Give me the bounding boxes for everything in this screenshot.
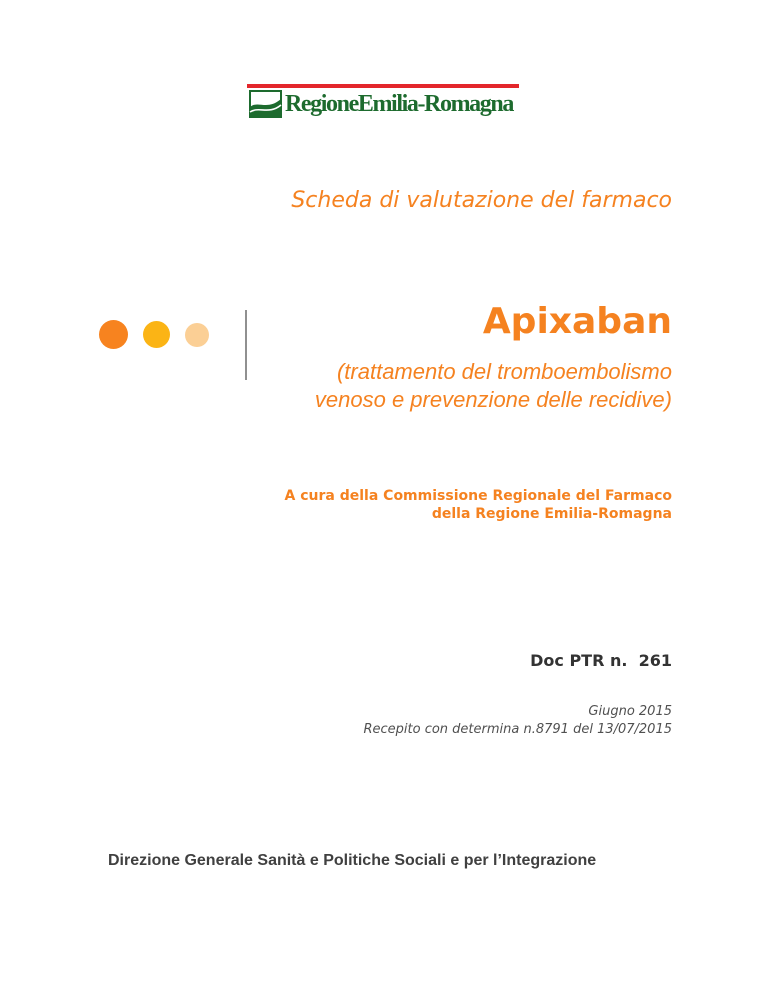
logo-text: RegioneEmilia-Romagna bbox=[285, 91, 513, 117]
indication-line-2: venoso e prevenzione delle recidive) bbox=[314, 387, 672, 412]
curator bbox=[152, 487, 672, 523]
approval-note: Recepito con determina n.8791 del 13/07/2015 bbox=[363, 722, 672, 737]
indication-line-1: (trattamento del tromboembolismo bbox=[336, 359, 672, 384]
region-emblem-icon bbox=[249, 90, 282, 118]
publication-date: Giugno 2015 bbox=[588, 704, 672, 719]
date-block bbox=[252, 703, 672, 739]
doc-number: Doc PTR n. 261 bbox=[530, 651, 672, 670]
drug-title: Apixaban bbox=[482, 301, 672, 342]
dot-light-orange bbox=[185, 323, 209, 347]
region-logo bbox=[247, 84, 519, 120]
dot-dark-orange bbox=[99, 320, 128, 349]
department-footer: Direzione Generale Sanità e Politiche Sociali e per l’Integrazione bbox=[108, 852, 597, 869]
curator-line-2: della Regione Emilia-Romagna bbox=[431, 506, 672, 522]
logo-red-bar bbox=[247, 84, 519, 88]
three-dots-icon bbox=[99, 320, 219, 350]
dot-yellow bbox=[143, 321, 170, 348]
curator-line-1: A cura della Commissione Regionale del Farmaco bbox=[284, 488, 672, 504]
indication bbox=[212, 358, 672, 414]
document-type: Scheda di valutazione del farmaco bbox=[291, 188, 672, 213]
